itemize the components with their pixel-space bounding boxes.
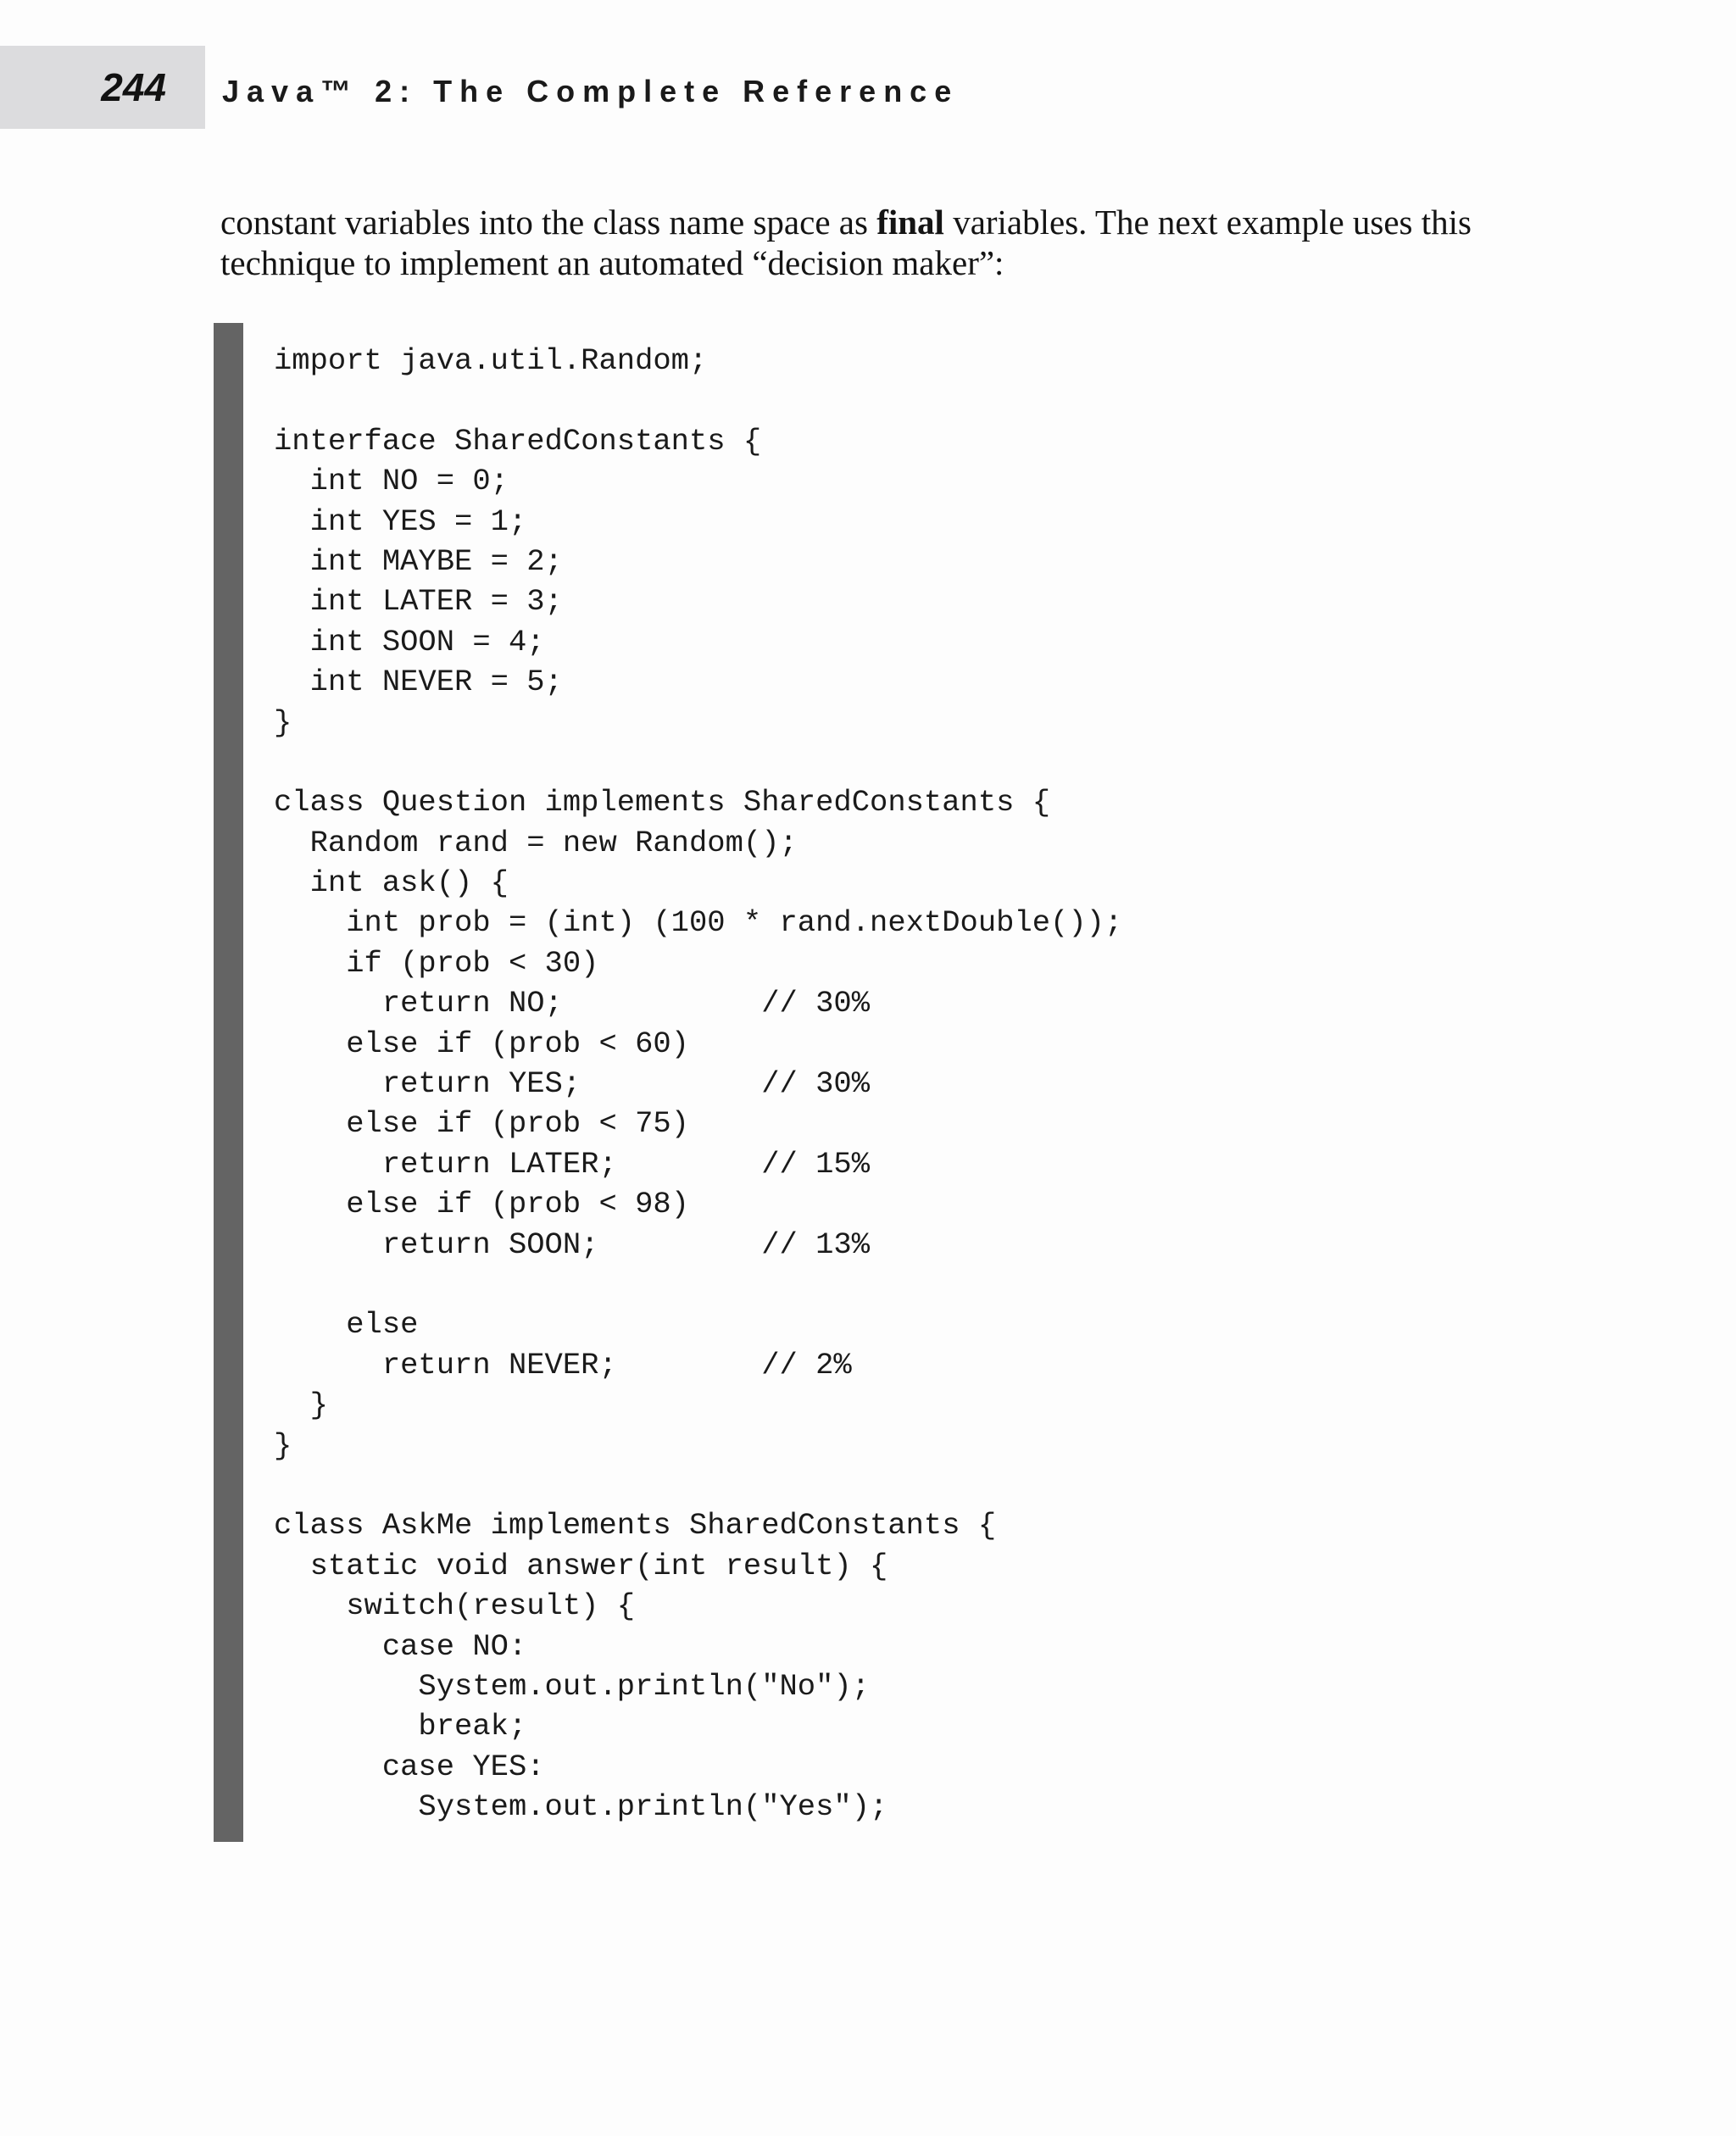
code-line: } [274, 1388, 328, 1423]
code-line: return NEVER; // 2% [274, 1347, 852, 1382]
code-line: Random rand = new Random(); [274, 825, 798, 860]
page-number-tab [0, 46, 205, 129]
code-line: return SOON; // 13% [274, 1227, 871, 1262]
page-number: 244 [101, 65, 166, 109]
bold-keyword-final: final [876, 203, 944, 242]
code-line: return NO; // 30% [274, 986, 871, 1021]
code-line: int ask() { [274, 865, 509, 901]
code-line [274, 1466, 1122, 1505]
code-line [274, 381, 1122, 420]
code-line: System.out.println("No"); [274, 1668, 871, 1704]
code-line: break; [274, 1709, 527, 1744]
code-line: class Question implements SharedConstants { [274, 785, 1051, 820]
code-line: case NO: [274, 1628, 527, 1664]
paragraph-text-end: variables. The next example uses this technique to implement an automated “decision maker”: [220, 203, 1472, 282]
code-line: System.out.println("Yes"); [274, 1789, 888, 1825]
code-line [274, 743, 1122, 782]
code-line: return YES; // 30% [274, 1066, 871, 1102]
code-listing [274, 341, 1122, 1827]
code-line: interface SharedConstants { [274, 423, 762, 459]
code-line: int SOON = 4; [274, 624, 545, 659]
page-header [0, 46, 1736, 129]
code-line: return LATER; // 15% [274, 1146, 871, 1182]
running-head: Java™ 2: The Complete Reference [222, 74, 960, 108]
code-line: } [274, 1427, 292, 1463]
code-line: if (prob < 30) [274, 945, 599, 981]
code-line: else if (prob < 60) [274, 1026, 689, 1061]
paragraph [220, 202, 1543, 283]
body-paragraph [220, 202, 1543, 283]
code-line: else if (prob < 98) [274, 1187, 689, 1222]
code-line [274, 1265, 1122, 1304]
code-line: else if (prob < 75) [274, 1106, 689, 1142]
code-line: int NO = 0; [274, 464, 509, 499]
code-line: import java.util.Random; [274, 343, 708, 378]
code-line: else [274, 1307, 419, 1343]
code-line: int YES = 1; [274, 503, 527, 539]
code-line: } [274, 704, 292, 740]
code-line: int NEVER = 5; [274, 665, 563, 700]
code-line: int prob = (int) (100 * rand.nextDouble()); [274, 905, 1123, 941]
paragraph-text-start: constant variables into the class name space as [220, 203, 877, 242]
code-line: int LATER = 3; [274, 584, 563, 620]
code-line: case YES: [274, 1749, 545, 1784]
code-line: static void answer(int result) { [274, 1548, 888, 1583]
code-line: switch(result) { [274, 1588, 636, 1624]
code-line: int MAYBE = 2; [274, 543, 563, 579]
code-listing-sidebar-bar [214, 323, 243, 1842]
code-line: class AskMe implements SharedConstants { [274, 1508, 997, 1544]
